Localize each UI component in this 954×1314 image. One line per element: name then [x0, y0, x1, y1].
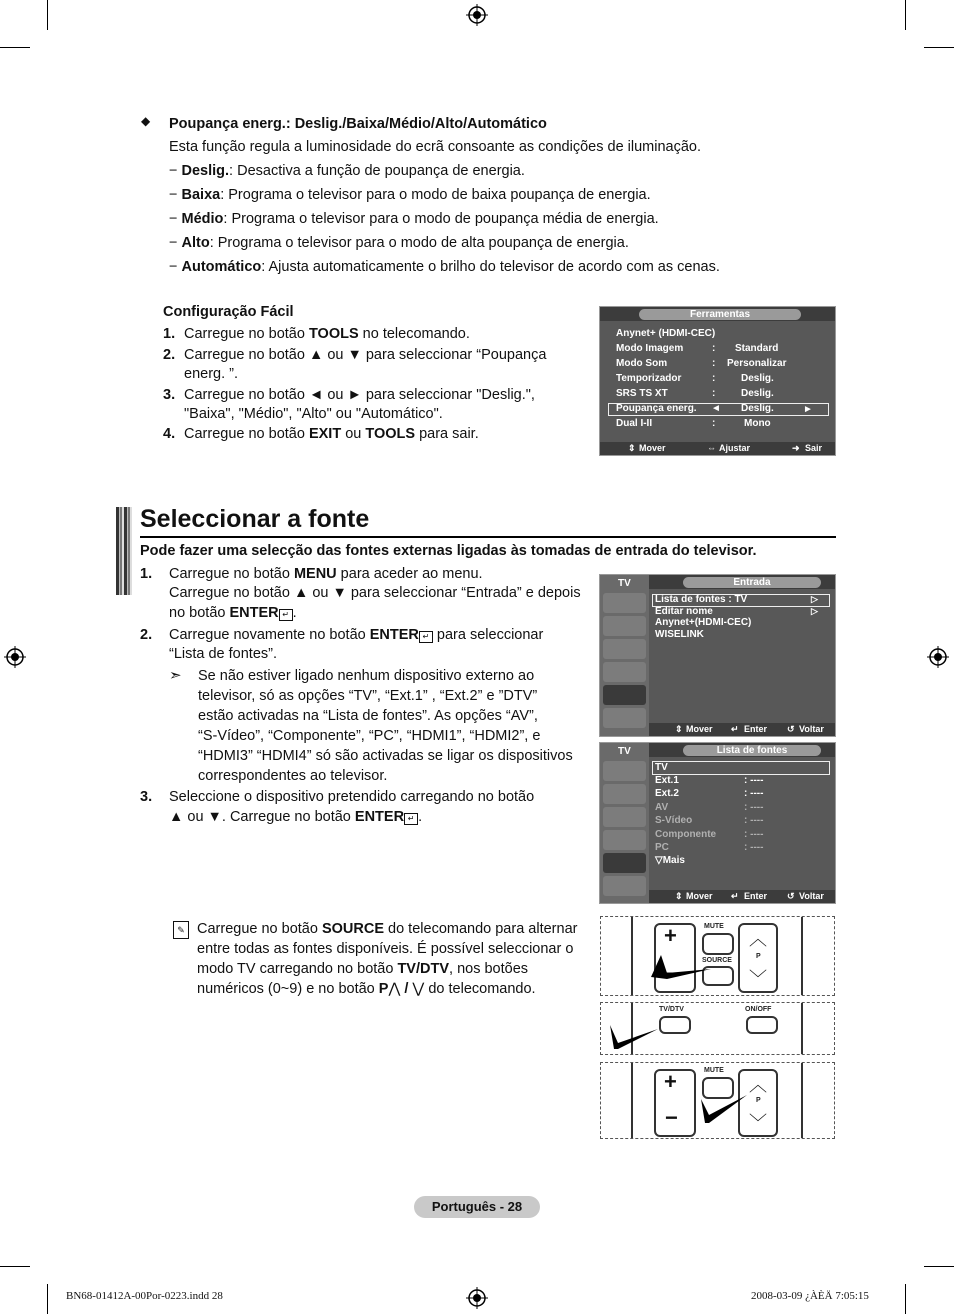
power-saving-heading: Poupança energ.: Deslig./Baixa/Médio/Alto/Automático	[169, 116, 547, 132]
source-list-value: : ----	[744, 815, 764, 827]
sound-icon	[603, 616, 646, 636]
remote-illustration-channel	[600, 1062, 835, 1139]
section-title: Seleccionar a fonte	[140, 505, 370, 533]
input-menu-item: Lista de fontes : TV	[655, 594, 748, 605]
note-line: televisor, só as opções “TV”, “Ext.1” , “Ext.2” e ”DTV”	[198, 688, 538, 704]
source-list-item: AV	[655, 801, 669, 813]
footer-enter: Enter	[744, 724, 768, 734]
right-arrow-icon: ►	[803, 404, 813, 415]
tools-row-label: SRS TS XT	[616, 388, 668, 399]
sound-icon	[603, 784, 646, 804]
note-line: “S-Vídeo”, “Componente”, “PC”, “HDMI1”, “HDMI2”, e	[198, 728, 541, 744]
pointer-arrow-icon	[697, 1091, 757, 1125]
channel-p-label: P	[756, 953, 761, 960]
tools-row-value: Deslig.	[741, 388, 774, 399]
section-title-rule	[140, 536, 836, 538]
source-list-osd	[599, 742, 836, 904]
leftright-icon: ⇔	[707, 443, 716, 453]
enter-icon: ↵	[731, 891, 739, 901]
footer-back: Voltar	[799, 891, 824, 901]
tools-osd-panel	[599, 306, 836, 456]
source-list-item: Ext.1	[655, 775, 679, 786]
source-list-item: S-Vídeo	[655, 815, 693, 827]
source-more: ▽Mais	[655, 855, 685, 866]
tools-row-separator: :	[712, 358, 716, 369]
application-icon	[603, 876, 646, 896]
easy-step: 2. Carregue no botão ▲ ou ▼ para seleccionar “Poupança energ. ”.	[163, 347, 547, 382]
tools-osd-footer	[600, 442, 835, 455]
tools-row-separator: :	[712, 388, 716, 399]
osd-sidebar	[600, 575, 649, 736]
tools-row-label: Anynet+ (HDMI-CEC)	[616, 328, 716, 339]
footer-move: Mover	[639, 443, 666, 453]
section-lead: Pode fazer uma selecção das fontes externas ligadas às tomadas de entrada do televisor.	[140, 543, 757, 559]
source-list-item: Ext.2	[655, 788, 679, 800]
osd-side-label: TV	[618, 746, 631, 757]
source-list-value: : ----	[744, 788, 764, 800]
option-deslig: − Deslig.: Desactiva a função de poupança de energia.	[169, 163, 525, 179]
updown-icon: ⇕	[628, 443, 636, 453]
source-note	[140, 666, 592, 787]
crop-mark	[0, 1266, 30, 1267]
note-line: “HDMI3” “HDMI4” só são activadas se ligar os dispositivos	[198, 748, 573, 764]
source-label: SOURCE	[702, 957, 732, 964]
remote-illustration-source	[600, 916, 835, 996]
p-down-icon: ⋁	[408, 981, 425, 997]
source-list-item: Componente	[655, 828, 717, 840]
plus-icon: +	[664, 1069, 677, 1094]
source-selected: TV	[655, 762, 668, 773]
registration-mark-icon	[927, 646, 949, 668]
option-baixa: − Baixa: Programa o televisor para o modo de baixa poupança de energia.	[169, 187, 651, 203]
chevron-up-icon: ︿	[749, 1075, 767, 1095]
channel-icon	[603, 807, 646, 827]
easy-config-steps	[163, 324, 583, 445]
input-menu-osd	[599, 574, 836, 737]
triangle-right-icon: ▷	[811, 606, 818, 616]
tools-row-value: Standard	[735, 343, 779, 354]
option-medio: − Médio: Programa o televisor para o modo de poupança média de energia.	[169, 211, 659, 227]
input-icon	[603, 853, 646, 873]
diamond-bullet-icon: ◆	[141, 114, 151, 128]
channel-icon	[603, 639, 646, 659]
updown-icon: ⇕	[675, 891, 683, 901]
note-line: Se não estiver ligado nenhum dispositivo externo ao	[198, 668, 535, 684]
input-menu-item: Editar nome	[655, 605, 713, 617]
tools-row-value: Personalizar	[727, 358, 787, 369]
chevron-down-icon: ﹀	[749, 1113, 767, 1133]
registration-mark-icon	[4, 646, 26, 668]
easy-step: 4. Carregue no botão EXIT ou TOOLS para sair.	[163, 426, 479, 442]
application-icon	[603, 708, 646, 728]
crop-mark	[905, 0, 906, 30]
input-menu-item: WISELINK	[655, 629, 704, 641]
return-icon: ↺	[787, 891, 795, 901]
tools-row-label: Dual I-II	[616, 418, 653, 429]
p-up-icon: ⋀	[388, 981, 401, 997]
tools-row-label: Modo Imagem	[616, 343, 684, 354]
mute-label: MUTE	[704, 923, 724, 930]
tip-text: Carregue no botão SOURCE do telecomando para alternar entre todas as fontes disponíveis. É possível seleccionar o modo TV carregando no botão TV/DTV, nos botões numéricos (0~9) e no botão P⋀ / ⋁ do telecomando.	[197, 921, 578, 997]
source-list-item: PC	[655, 842, 669, 853]
input-menu-item: Anynet+(HDMI-CEC)	[655, 617, 752, 629]
enter-icon: ↵	[731, 724, 739, 734]
tools-row-value: Mono	[744, 418, 771, 429]
section-side-bar	[116, 507, 132, 595]
pointer-arrow-icon	[606, 1017, 666, 1051]
easy-step: 3. Carregue no botão ◄ ou ► para seleccionar "Deslig.", "Baixa", "Médio", "Alto" ou "Automático".	[163, 387, 535, 422]
crop-mark	[924, 47, 954, 48]
osd-sidebar	[600, 743, 649, 903]
note-arrow-icon: ➣	[169, 667, 182, 684]
setup-icon	[603, 830, 646, 850]
tools-row-separator: :	[712, 418, 716, 429]
registration-mark-icon	[466, 1287, 488, 1309]
footer-adjust: Ajustar	[719, 443, 751, 453]
source-list-value: : ----	[744, 775, 764, 786]
input-icon	[603, 685, 646, 705]
footer-move: Mover	[686, 891, 713, 901]
tools-row-value: Deslig.	[741, 373, 774, 384]
note-memo-icon: ✎	[173, 921, 189, 939]
source-list-value: : ----	[744, 842, 764, 853]
crop-mark	[47, 0, 48, 30]
tools-row-label: Poupança energ.	[616, 403, 697, 414]
chevron-down-icon: ﹀	[749, 969, 767, 989]
enter-icon: ↵	[419, 631, 433, 643]
footer-back: Voltar	[799, 724, 824, 734]
exit-icon: ➜	[792, 443, 800, 453]
updown-icon: ⇕	[675, 724, 683, 734]
source-step-3: 3. Seleccione o dispositivo pretendido carregando no botão ▲ ou ▼. Carregue no botão ENTER ↵ .	[140, 789, 535, 825]
note-line: estão activadas na “Lista de fontes”. As opções “AV”,	[198, 708, 538, 724]
mute-label: MUTE	[704, 1067, 724, 1074]
footer-exit: Sair	[805, 443, 823, 453]
source-list-value: : ----	[744, 828, 764, 840]
tools-row-separator: :	[712, 373, 716, 384]
easy-step: 1. Carregue no botão TOOLS no telecomando.	[163, 326, 470, 342]
footer-move: Mover	[686, 724, 713, 734]
channel-p-label: P	[756, 1097, 761, 1104]
source-step-1: 1. Carregue no botão MENU para aceder ao menu. Carregue no botão ▲ ou ▼ para seleccionar “Entrada” e depois no botão ENTER ↵ .	[140, 566, 581, 621]
crop-mark	[905, 1284, 906, 1314]
tvdtv-label: TV/DTV	[659, 1006, 684, 1013]
plus-icon: +	[664, 923, 677, 948]
triangle-right-icon: ▷	[811, 594, 818, 604]
enter-icon: ↵	[404, 813, 418, 825]
power-key	[746, 1016, 778, 1034]
return-icon: ↺	[787, 724, 795, 734]
option-alto: − Alto: Programa o televisor para o modo de alta poupança de energia.	[169, 235, 629, 251]
source-osd-footer	[649, 890, 835, 903]
picture-icon	[603, 761, 646, 781]
minus-icon: −	[665, 1105, 678, 1130]
chevron-up-icon: ︿	[749, 929, 767, 949]
power-saving-options	[169, 161, 720, 281]
easy-config-title: Configuração Fácil	[163, 304, 294, 320]
page-number-badge: Português - 28	[414, 1196, 540, 1218]
footer-enter: Enter	[744, 891, 768, 901]
note-line: correspondentes ao televisor.	[198, 768, 388, 784]
remote-illustration-tvdtv	[600, 1002, 835, 1055]
registration-mark-icon	[466, 4, 488, 26]
picture-icon	[603, 593, 646, 613]
tools-osd-title: Ferramentas	[639, 309, 801, 320]
pointer-arrow-icon	[651, 951, 731, 981]
setup-icon	[603, 662, 646, 682]
crop-mark	[47, 1284, 48, 1314]
tools-row-label: Modo Som	[616, 358, 668, 369]
input-menu-title: Entrada	[683, 577, 821, 588]
print-date: 2008-03-09 ¿ÀÈÄ 7:05:15	[751, 1290, 869, 1302]
tools-row-separator: :	[712, 343, 716, 354]
tools-row-separator: ◄	[711, 403, 721, 414]
file-info: BN68-01412A-00Por-0223.indd 28	[66, 1290, 223, 1302]
source-step-2: 2. Carregue novamente no botão ENTER ↵ para seleccionar “Lista de fontes”.	[140, 627, 544, 662]
source-steps	[140, 564, 592, 827]
source-selected-highlight	[652, 761, 830, 775]
tools-row-value: Deslig.	[741, 403, 774, 414]
source-list-title: Lista de fontes	[683, 745, 821, 756]
onoff-label: ON/OFF	[745, 1006, 772, 1013]
osd-side-label: TV	[618, 578, 631, 589]
tools-row-label: Temporizador	[616, 373, 682, 384]
enter-icon: ↵	[279, 609, 293, 621]
source-list-value: : ----	[744, 801, 764, 813]
input-osd-footer	[649, 723, 835, 736]
crop-mark	[924, 1266, 954, 1267]
power-saving-intro: Esta função regula a luminosidade do ecrã consoante as condições de iluminação.	[169, 139, 702, 155]
option-automatico: − Automático: Ajusta automaticamente o brilho do televisor de acordo com as cenas.	[169, 259, 720, 275]
tools-selected-highlight	[608, 403, 829, 416]
crop-mark	[0, 47, 30, 48]
